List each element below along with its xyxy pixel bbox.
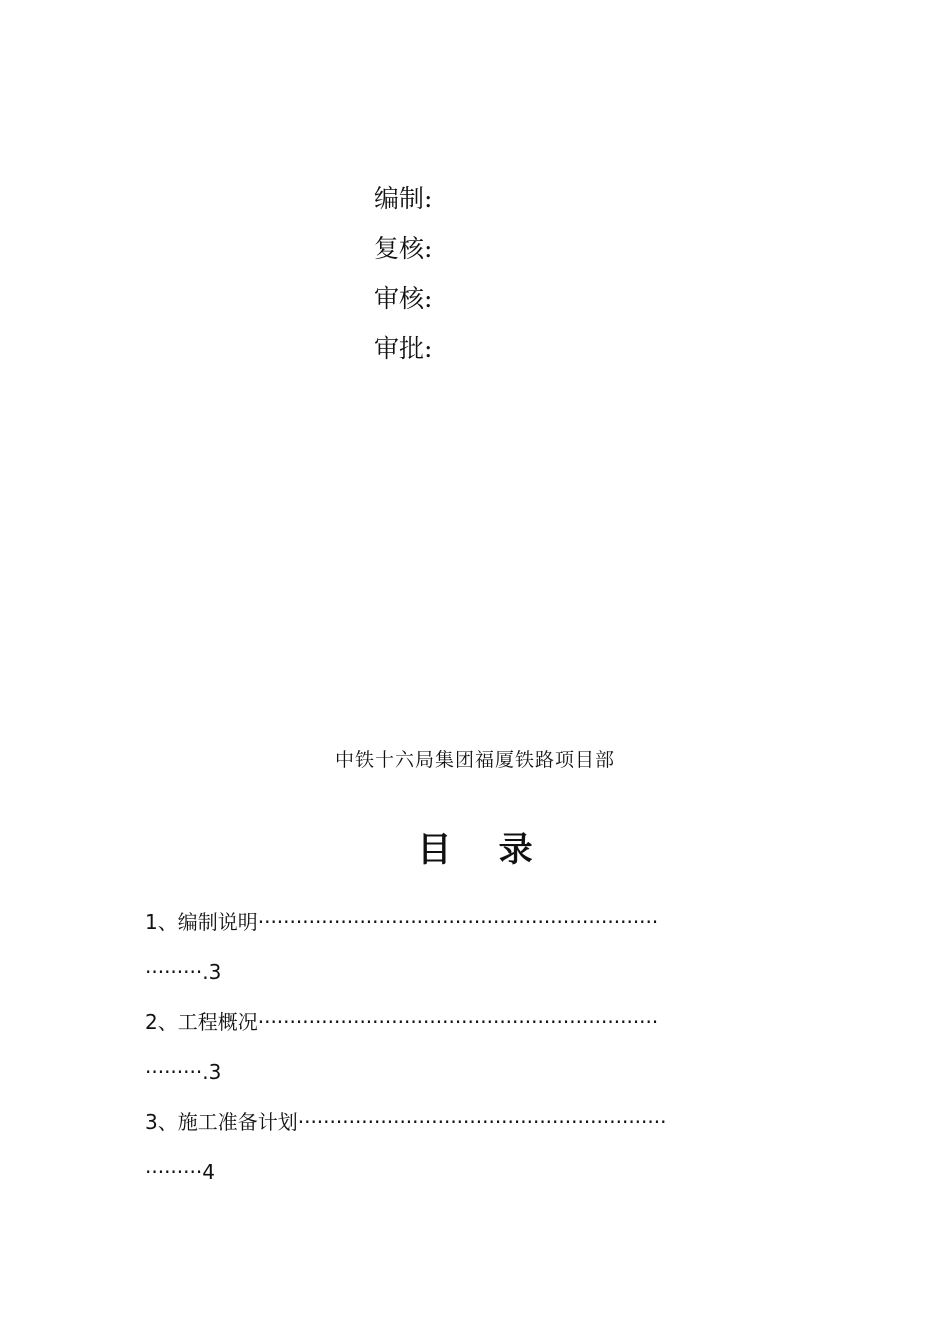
approved-by-label: 审批: (374, 334, 433, 363)
toc-leader-dots: ········· (145, 1160, 203, 1184)
toc-entry-continuation (145, 1150, 807, 1200)
toc-entry-line (145, 900, 807, 950)
rechecked-by-label: 复核: (374, 234, 433, 263)
signoff-block (374, 178, 574, 378)
reviewed-by-label: 审核: (374, 284, 433, 313)
toc-entry-line (145, 1000, 807, 1050)
toc-entry (145, 1100, 807, 1200)
toc-page-number: 4 (202, 1160, 215, 1184)
toc-title: 目 录 (417, 830, 533, 870)
toc-entry-label: 1、编制说明 (145, 910, 258, 934)
toc-leader-dots: ·························································· (297, 1110, 667, 1134)
toc-entry (145, 900, 807, 1000)
toc-leader-dots: ·········. (145, 960, 209, 984)
toc-entry-label: 2、工程概况 (145, 1010, 258, 1034)
toc-leader-dots: ·········. (145, 1060, 209, 1084)
toc-leader-dots: ······························································· (257, 910, 659, 934)
toc-entry-continuation (145, 950, 807, 1000)
toc-page-number: 3 (208, 1060, 222, 1084)
toc-entry (145, 1000, 807, 1100)
toc-entry-continuation (145, 1050, 807, 1100)
compiled-by-label: 编制: (374, 184, 433, 213)
table-of-contents (145, 900, 807, 1200)
toc-leader-dots: ······························································· (257, 1010, 659, 1034)
organization-name: 中铁十六局集团福厦铁路项目部 (334, 749, 615, 771)
toc-page-number: 3 (208, 960, 222, 984)
toc-entry-label: 3、施工准备计划 (145, 1110, 298, 1134)
toc-entry-line (145, 1100, 807, 1150)
